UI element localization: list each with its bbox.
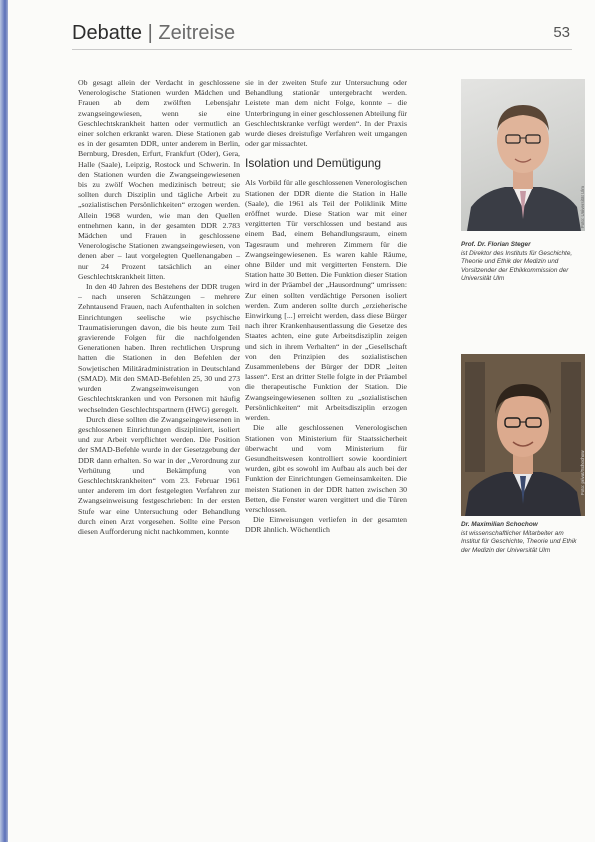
photo-credit: Foto: privat/Schochow	[580, 450, 585, 495]
subsection-label: Zeitreise	[158, 22, 236, 44]
page-header	[72, 20, 582, 52]
caption-name: Dr. Maximilian Schochow	[461, 521, 538, 528]
text-column-2	[245, 78, 407, 536]
section-divider: |	[142, 22, 159, 44]
paragraph: Als Vorbild für alle geschlossenen Venerologischen Stationen der DDR diente die Station in Halle (Saale), die 1961 als Teil der Poliklinik Mitte eröffnet wurde. Diese Station war mit einer vergitterten Tür verschlossen und bestand aus einem Bad, einem Behandlungsraum, einem Tagesraum und mehreren Zimmern für die Zwangseingewiesenen. Es waren kahle Räume, ohne Bilder und mit vergitterten Fenstern. Die Station hatte 30 Betten. Die Funktion dieser Station wird in der Präambel der „Hausordnung“ umrissen: Zur einen sollten verdächtige Personen isoliert werden. Zum anderen sollte durch „erzieherische Einwirkung [...] erreicht werden, dass diese Bürger nach ihrer Krankenhausentlassung die Gesetze des Staates achten, eine gute Arbeitsdisziplin zeigen und sich in ihrem Verhalten“ in der „Gesellschaft von den Prinzipien des sozialistischen Zusammenlebens der Bürger der DDR „leiten lassen“. Erst an dritter Stelle folgte in der Präambel die therapeutische Funktion der Station. Die Zwangseingewiesenen sollten zu „sozialistischen Persönlichkeiten“ mit Arbeitsdisziplin erzogen werden.	[245, 178, 407, 423]
section-title	[72, 22, 235, 45]
caption-name: Prof. Dr. Florian Steger	[461, 241, 531, 248]
paragraph: sie in der zweiten Stufe zur Untersuchung oder Behandlung stationär untergebracht werden. Leistete man dem nicht Folge, konnte – die Unterbringung in einer geschlossenen Abteilung für Geschlechtskranke verfügt werden“. In der Praxis wurde dieses dreistufige Verfahren weit umgangen oder gar missachtet.	[245, 78, 407, 149]
subheading: Isolation und Demütigung	[245, 156, 382, 171]
portrait-caption	[461, 241, 581, 284]
page-number: 53	[553, 24, 570, 41]
paragraph: Die Einweisungen verliefen in der gesamten DDR ähnlich. Wöchentlich	[245, 515, 407, 535]
portrait-caption	[461, 521, 581, 555]
text-column-1	[78, 78, 240, 537]
caption-text: ist Direktor des Instituts für Geschichte, Theorie und Ethik der Medizin und Vorsitzender der Ethikkommission der Universität Ulm	[461, 249, 573, 283]
paragraph: Ob gesagt allein der Verdacht in geschlossene Venerologische Stationen wurden Mädchen und Frauen ab dem zwölften Lebensjahr zwangseingewiesen, wenn sie eine Geschlechtskrankheit hatten oder vermutlich an einer solchen erkrankt waren. Diese Stationen gab es in der gesamten DDR, unter anderem in Berlin, Bernburg, Dresden, Erfurt, Frankfurt (Oder), Gera, Halle (Saale), Leipzig, Rostock und Schwerin. In den Stationen wurden die Zwangseingewiesenen bis zu zwölf Wochen medizinisch betreut; sie sollten durch Disziplin und tägliche Arbeit zu „sozialistischen Persönlichkeiten“ erzogen werden. Allein 1968 wurden, wie man den Quellen entnehmen kann, in der gesamten DDR 2.783 Mädchen und Frauen in geschlossene Venerologische Stationen zwangseingewiesen, von denen aber – laut vorgelegten Quellenangaben – nur 24 Prozent tatsächlich an einer Geschlechtskrankheit litten.	[78, 78, 240, 281]
paragraph: In den 40 Jahren des Bestehens der DDR trugen – nach unseren Schätzungen – mehrere Zehntausend Frauen, nach Aufenthalten in solchen Einrichtungen seelische wie psychische Traumatisierungen davon, die bis heute zum Teil gravierende Folgen für die nachfolgenden Generationen haben. Ihren rechtlichen Ursprung hatten die Stationen in den Befehlen der Sowjetischen Militäradministration in Deutschland (SMAD). Mit den SMAD-Befehlen 25, 30 und 273 wurden Zwangseinweisungen von Geschlechtskranken und von Personen mit häufig wechselnden Geschlechtspartnern (HWG) geregelt.	[78, 282, 240, 414]
paragraph: Die alle geschlossenen Venerologischen Stationen von Ministerium für Staatssicherheit überwacht und vom Ministerium für Gesundheitswesen kontrolliert sowie koordiniert wurden, gibt es sowohl im Aufbau als auch bei der Funktion der Einrichtungen Gemeinsamkeiten. Die meisten Stationen in der DDR hatten zwischen 30 Betten, die Fenster waren vergittert und die Türen verschlossen.	[245, 423, 407, 514]
photo-credit: Foto: Universität Ulm	[580, 185, 585, 228]
caption-text: ist wissenschaftlicher Mitarbeiter am Institut für Geschichte, Theorie und Ethik der Medizin der Universität Ulm	[461, 529, 577, 554]
section-label: Debatte	[72, 22, 143, 44]
portrait-photo-schochow	[461, 354, 585, 516]
portrait-photo-steger	[461, 79, 585, 231]
paragraph: Durch diese sollten die Zwangseingewiesenen in geschlossenen Einrichtungen diszipliniert, isoliert und zur Arbeit verpflichtet werden. Die Position der SMAD-Befehle wurde in der Gesetzgebung der DDR dann erhalten. So war in der „Verordnung zur Verhütung und Bekämpfung von Geschlechtskrankheiten“ vom 23. Februar 1961 unter anderem im dort festgelegten Verfahren zur Zwangseinweisung festgeschrieben: In der ersten Stufe war eine Untersuchung oder Behandlung durch einen Arzt vorgesehen. Sollte eine Person diesen Aufforderung nicht nachkommen, konnte	[78, 414, 240, 536]
header-rule	[72, 49, 572, 50]
